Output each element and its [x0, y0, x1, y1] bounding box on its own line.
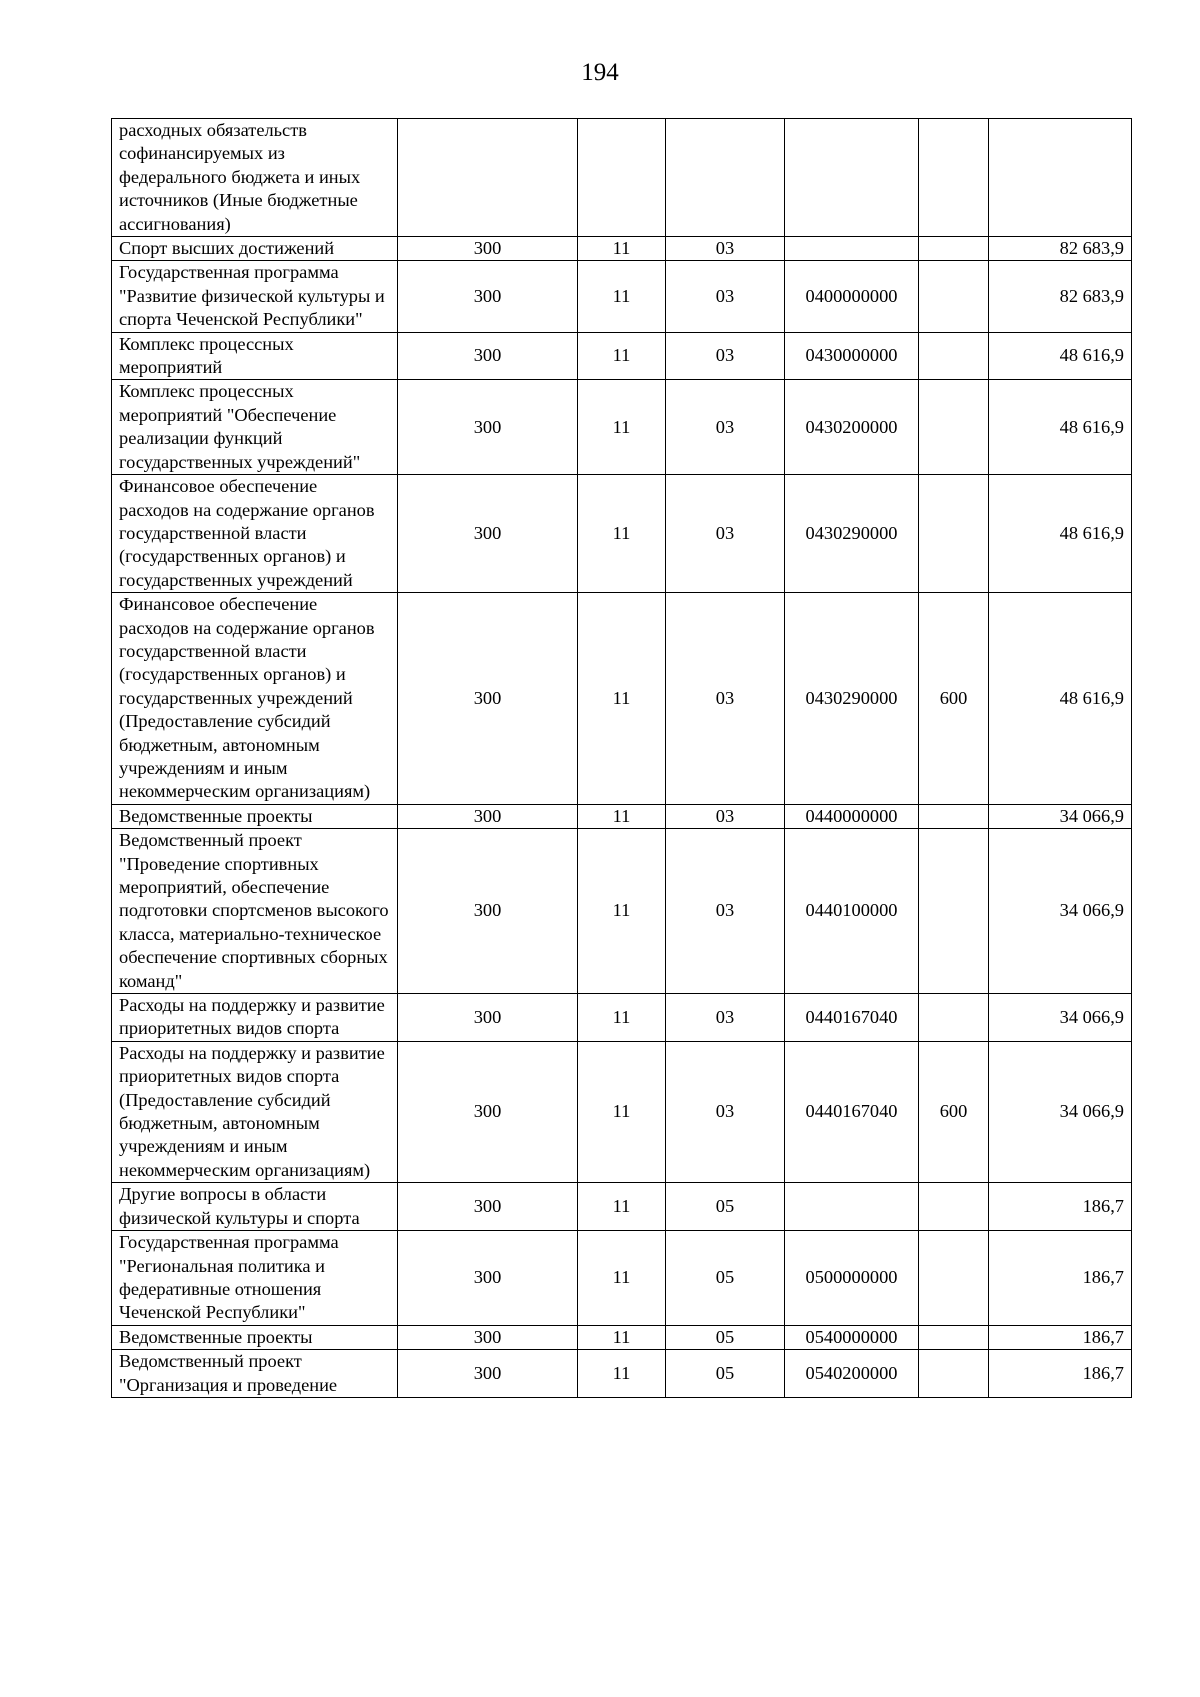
row-target-code	[785, 237, 919, 261]
row-expense-type-code	[919, 475, 989, 593]
row-ved-code: 300	[398, 380, 578, 475]
row-expense-type-code	[919, 332, 989, 380]
row-target-code: 0540000000	[785, 1325, 919, 1349]
row-ved-code: 300	[398, 1231, 578, 1326]
row-sum: 48 616,9	[989, 593, 1132, 805]
table-row	[112, 380, 1132, 475]
row-target-code	[785, 1183, 919, 1231]
row-expense-type-code	[919, 1325, 989, 1349]
row-section-code	[578, 119, 666, 237]
row-name: Другие вопросы в области физической культуры и спорта	[112, 1183, 398, 1231]
row-name: Ведомственные проекты	[112, 804, 398, 828]
table-row	[112, 804, 1132, 828]
row-target-code: 0440167040	[785, 1041, 919, 1182]
row-name: Комплекс процессных мероприятий	[112, 332, 398, 380]
row-subsection-code: 03	[666, 994, 785, 1042]
table-row	[112, 829, 1132, 994]
row-ved-code: 300	[398, 804, 578, 828]
row-name: Ведомственный проект "Проведение спортивных мероприятий, обеспечение подготовки спортсменов высокого класса, материально-техническое обеспечение спортивных сборных команд"	[112, 829, 398, 994]
table-row	[112, 332, 1132, 380]
row-sum: 48 616,9	[989, 332, 1132, 380]
row-ved-code: 300	[398, 332, 578, 380]
row-target-code: 0430290000	[785, 475, 919, 593]
row-expense-type-code: 600	[919, 593, 989, 805]
row-subsection-code: 03	[666, 332, 785, 380]
row-name: Финансовое обеспечение расходов на содержание органов государственной власти (государственных органов) и государственных учреждений (Предоставление субсидий бюджетным, автономным учреждениям и иным некоммерческим организациям)	[112, 593, 398, 805]
row-expense-type-code	[919, 380, 989, 475]
row-sum: 34 066,9	[989, 804, 1132, 828]
row-name: Расходы на поддержку и развитие приоритетных видов спорта (Предоставление субсидий бюджетным, автономным учреждениям и иным некоммерческим организациям)	[112, 1041, 398, 1182]
row-sum: 186,7	[989, 1183, 1132, 1231]
row-expense-type-code	[919, 237, 989, 261]
row-ved-code: 300	[398, 1183, 578, 1231]
row-section-code: 11	[578, 593, 666, 805]
row-ved-code: 300	[398, 475, 578, 593]
row-ved-code	[398, 119, 578, 237]
budget-table	[111, 118, 1132, 1398]
row-subsection-code: 05	[666, 1350, 785, 1398]
row-section-code: 11	[578, 1350, 666, 1398]
row-subsection-code: 03	[666, 475, 785, 593]
row-sum: 82 683,9	[989, 261, 1132, 332]
row-expense-type-code	[919, 119, 989, 237]
table-row	[112, 593, 1132, 805]
row-ved-code: 300	[398, 994, 578, 1042]
row-section-code: 11	[578, 1325, 666, 1349]
row-subsection-code: 03	[666, 261, 785, 332]
page-number: 194	[581, 59, 619, 86]
row-target-code: 0430000000	[785, 332, 919, 380]
row-ved-code: 300	[398, 593, 578, 805]
row-section-code: 11	[578, 1041, 666, 1182]
table-row	[112, 475, 1132, 593]
row-subsection-code: 05	[666, 1325, 785, 1349]
row-subsection-code: 03	[666, 829, 785, 994]
row-expense-type-code	[919, 804, 989, 828]
row-name: Государственная программа "Региональная политика и федеративные отношения Чеченской Республики"	[112, 1231, 398, 1326]
row-section-code: 11	[578, 804, 666, 828]
row-name: расходных обязательств софинансируемых из федерального бюджета и иных источников (Иные бюджетные ассигнования)	[112, 119, 398, 237]
row-ved-code: 300	[398, 261, 578, 332]
row-section-code: 11	[578, 475, 666, 593]
row-ved-code: 300	[398, 237, 578, 261]
row-subsection-code	[666, 119, 785, 237]
row-target-code: 0540200000	[785, 1350, 919, 1398]
row-target-code	[785, 119, 919, 237]
row-ved-code: 300	[398, 1041, 578, 1182]
row-subsection-code: 03	[666, 804, 785, 828]
row-subsection-code: 05	[666, 1183, 785, 1231]
row-target-code: 0440000000	[785, 804, 919, 828]
row-name: Расходы на поддержку и развитие приоритетных видов спорта	[112, 994, 398, 1042]
row-sum: 34 066,9	[989, 994, 1132, 1042]
row-subsection-code: 05	[666, 1231, 785, 1326]
row-section-code: 11	[578, 1231, 666, 1326]
row-target-code: 0440167040	[785, 994, 919, 1042]
row-sum: 34 066,9	[989, 829, 1132, 994]
row-name: Ведомственные проекты	[112, 1325, 398, 1349]
table-row	[112, 1041, 1132, 1182]
row-sum: 34 066,9	[989, 1041, 1132, 1182]
row-section-code: 11	[578, 1183, 666, 1231]
row-target-code: 0430200000	[785, 380, 919, 475]
row-sum: 48 616,9	[989, 380, 1132, 475]
table-row	[112, 1231, 1132, 1326]
row-section-code: 11	[578, 332, 666, 380]
row-target-code: 0430290000	[785, 593, 919, 805]
table-row	[112, 237, 1132, 261]
row-section-code: 11	[578, 380, 666, 475]
row-target-code: 0440100000	[785, 829, 919, 994]
row-name: Финансовое обеспечение расходов на содержание органов государственной власти (государственных органов) и государственных учреждений	[112, 475, 398, 593]
row-section-code: 11	[578, 994, 666, 1042]
row-ved-code: 300	[398, 1350, 578, 1398]
table-row	[112, 1350, 1132, 1398]
row-sum: 186,7	[989, 1350, 1132, 1398]
row-subsection-code: 03	[666, 380, 785, 475]
row-sum: 48 616,9	[989, 475, 1132, 593]
row-sum: 186,7	[989, 1231, 1132, 1326]
row-section-code: 11	[578, 829, 666, 994]
row-subsection-code: 03	[666, 1041, 785, 1182]
row-section-code: 11	[578, 237, 666, 261]
row-expense-type-code	[919, 829, 989, 994]
row-sum: 186,7	[989, 1325, 1132, 1349]
row-name: Спорт высших достижений	[112, 237, 398, 261]
row-sum	[989, 119, 1132, 237]
row-name: Комплекс процессных мероприятий "Обеспечение реализации функций государственных учреждений"	[112, 380, 398, 475]
row-ved-code: 300	[398, 829, 578, 994]
row-subsection-code: 03	[666, 593, 785, 805]
row-expense-type-code	[919, 1183, 989, 1231]
row-expense-type-code	[919, 1350, 989, 1398]
row-expense-type-code	[919, 1231, 989, 1326]
table-row	[112, 994, 1132, 1042]
table-row	[112, 119, 1132, 237]
table-row	[112, 1325, 1132, 1349]
row-subsection-code: 03	[666, 237, 785, 261]
table-row	[112, 261, 1132, 332]
row-name: Государственная программа "Развитие физической культуры и спорта Чеченской Республики"	[112, 261, 398, 332]
row-target-code: 0500000000	[785, 1231, 919, 1326]
row-section-code: 11	[578, 261, 666, 332]
row-name: Ведомственный проект "Организация и проведение	[112, 1350, 398, 1398]
table-row	[112, 1183, 1132, 1231]
row-expense-type-code	[919, 261, 989, 332]
row-target-code: 0400000000	[785, 261, 919, 332]
row-expense-type-code: 600	[919, 1041, 989, 1182]
row-ved-code: 300	[398, 1325, 578, 1349]
row-expense-type-code	[919, 994, 989, 1042]
row-sum: 82 683,9	[989, 237, 1132, 261]
